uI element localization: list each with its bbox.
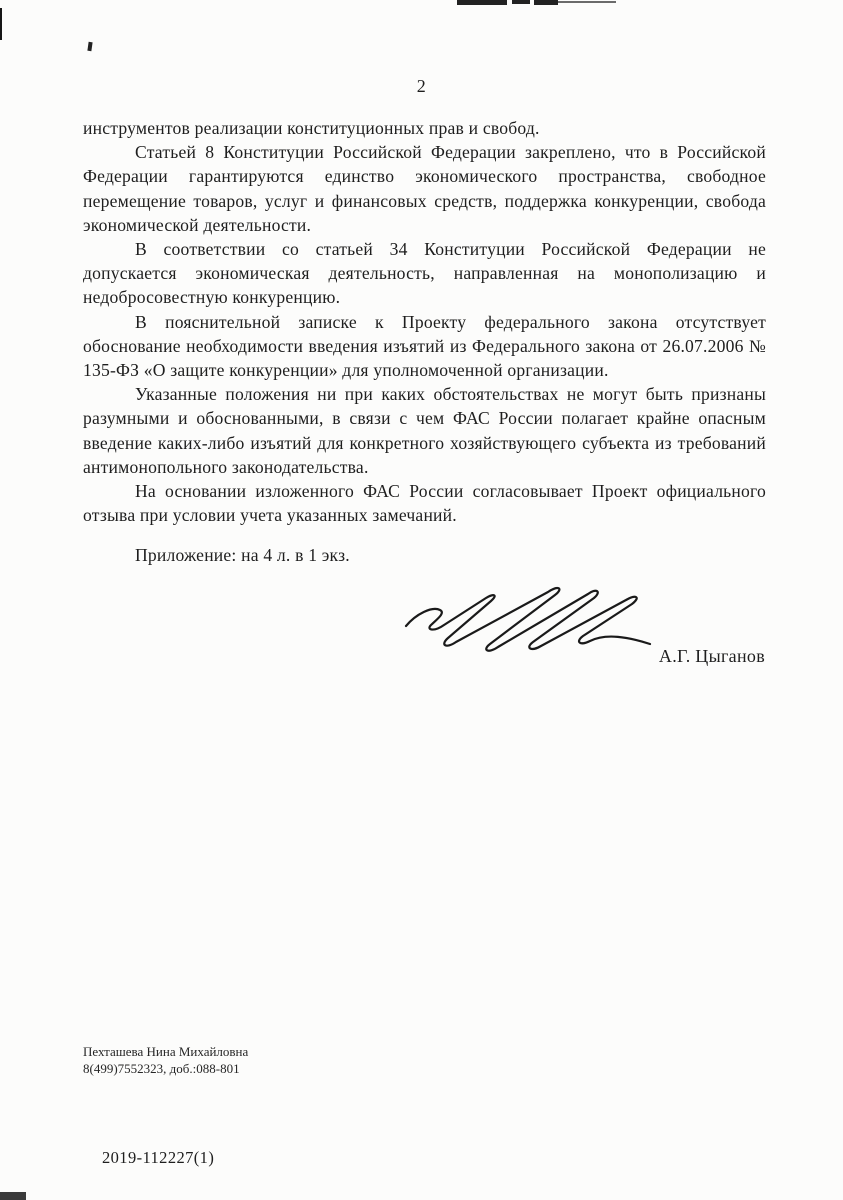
- letter-body: [83, 116, 766, 568]
- paragraph: В соответствии со статьей 34 Конституции Российской Федерации не допускается экономическая деятельность, направленная на монополизацию и недобросовестную конкуренцию.: [83, 239, 766, 308]
- scan-artifact-top-dash: [512, 0, 530, 4]
- contact-phone: 8(499)7552323, доб.:088-801: [83, 1061, 240, 1076]
- attachment-line: Приложение: на 4 л. в 1 экз.: [135, 545, 350, 566]
- contact-name: Пехташева Нина Михайловна: [83, 1044, 249, 1059]
- scan-artifact-top-dash: [534, 0, 558, 5]
- scan-artifact-left-edge: [0, 8, 2, 40]
- document-number: 2019-112227(1): [102, 1148, 215, 1167]
- scan-artifact-top-line: [558, 1, 616, 3]
- paragraph: На основании изложенного ФАС России согласовывает Проект официального отзыва при условии учета указанных замечаний.: [83, 481, 766, 526]
- signer-name: А.Г. Цыганов: [658, 646, 765, 666]
- scan-artifact-bottom-corner: [0, 1192, 26, 1200]
- page-number: 2: [416, 76, 427, 96]
- signature-icon: [398, 580, 678, 665]
- paragraph-continuation: инструментов реализации конституционных прав и свобод.: [83, 118, 540, 138]
- scan-artifact-tick: [87, 42, 92, 51]
- contact-block: [83, 1043, 248, 1077]
- scan-artifact-top-dash: [457, 0, 507, 5]
- paragraph: Указанные положения ни при каких обстоятельствах не могут быть признаны разумными и обоснованными, в связи с чем ФАС России полагает крайне опасным введение каких-либо изъятий для конкретного хозяйствующего субъекта из требований антимонопольного законодательства.: [83, 384, 766, 477]
- paragraph: В пояснительной записке к Проекту федерального закона отсутствует обоснование необходимости введения изъятий из Федерального закона от 26.07.2006 № 135-ФЗ «О защите конкуренции» для уполномоченной организации.: [83, 311, 766, 381]
- paragraph: Статьей 8 Конституции Российской Федерации закреплено, что в Российской Федерации гарантируются единство экономического пространства, свободное перемещение товаров, услуг и финансовых средств, поддержка конкуренции, свобода экономической деятельности.: [83, 142, 766, 235]
